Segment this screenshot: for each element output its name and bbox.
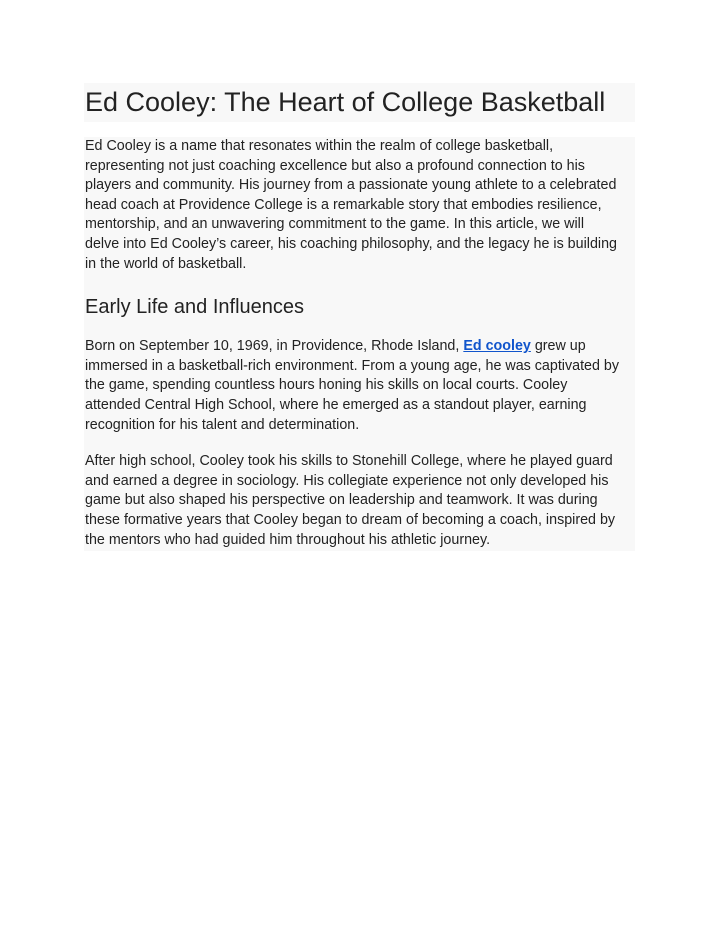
text-segment: grew up [530,338,586,355]
text-line: attended Central High School, where he emerged as a standout player, earning [85,396,587,413]
text-segment: Born on September 10, 1969, in Providence, Rhode Island, [85,338,464,355]
early-life-paragraph [85,337,635,435]
text-line: mentorship, and an unwavering commitment to the game. In this article, we will [85,216,585,233]
title-block [84,83,635,122]
page-title: Ed Cooley: The Heart of College Basketball [85,87,606,117]
text-line: delve into Ed Cooley’s career, his coaching philosophy, and the legacy he is building [85,235,617,252]
text-line: players and community. His journey from a passionate young athlete to a celebrated [85,177,617,194]
text-line: representing not just coaching excellence but also a profound connection to his [85,157,585,174]
text-line: Ed Cooley is a name that resonates within the realm of college basketball, [85,138,554,154]
ed-cooley-link[interactable]: Ed cooley [463,338,531,355]
section-heading-early-life: Early Life and Influences [85,296,305,319]
text-line: game but also shaped his perspective on leadership and teamwork. It was during [85,492,598,509]
text-line: these formative years that Cooley began to dream of becoming a coach, inspired by [85,511,616,528]
text-line: in the world of basketball. [85,255,247,272]
text-line: and earned a degree in sociology. His collegiate experience not only developed his [85,472,609,489]
text-line: the game, spending countless hours honing his skills on local courts. Cooley [85,377,568,394]
text-line: recognition for his talent and determination. [85,416,360,433]
text-line: the mentors who had guided him throughout his athletic journey. [85,531,491,548]
after-high-school-paragraph [85,452,635,550]
text-line: After high school, Cooley took his skills to Stonehill College, where he played guard [85,453,613,470]
intro-paragraph [85,137,635,274]
text-line: head coach at Providence College is a remarkable story that embodies resilience, [85,196,602,213]
text-line: immersed in a basketball-rich environment. From a young age, he was captivated by [85,357,620,374]
article-body [84,137,635,551]
text-line [85,337,635,357]
